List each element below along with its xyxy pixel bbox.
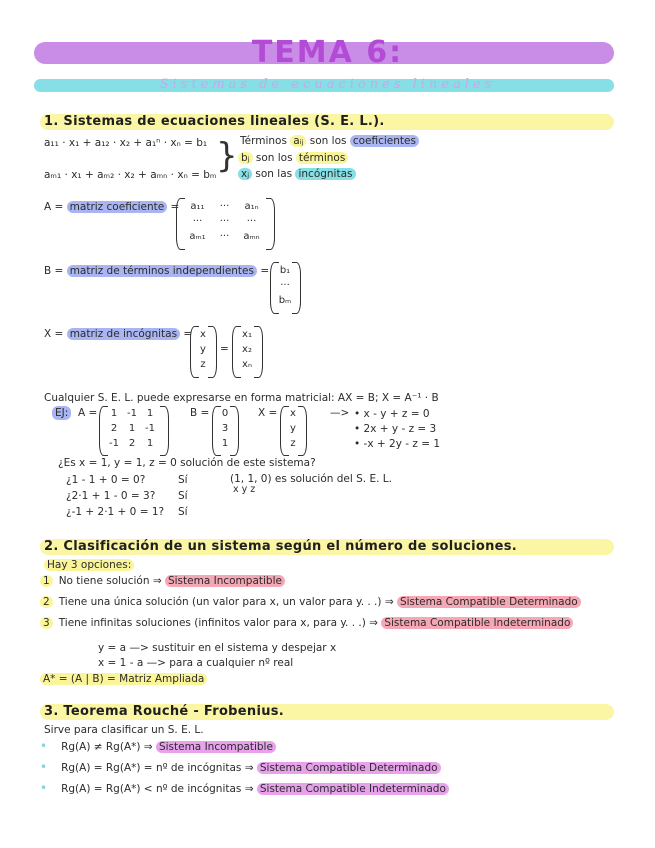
ej-matrix-x-cell: y xyxy=(290,423,296,434)
definition-text: Términos xyxy=(240,135,287,147)
matrix-a-right-paren xyxy=(266,198,275,250)
matrix-b-right-paren xyxy=(292,262,301,314)
option-text: No tiene solución ⇒ xyxy=(58,575,165,587)
equals-sign: = xyxy=(260,265,270,277)
note-y: y = a —> sustituir en el sistema y despejar x xyxy=(98,642,337,654)
check-expression: ¿1 - 1 + 0 = 0? xyxy=(66,474,146,486)
bullet-icon: • xyxy=(354,408,364,420)
matrix-x-indexed xyxy=(239,328,255,373)
matrix-x-indexed-cell: xₙ xyxy=(242,359,252,370)
note-x: x = 1 - a —> para a cualquier nº real xyxy=(98,657,294,669)
ej-matrix-x-cell: z xyxy=(290,438,296,449)
equals-sign: = xyxy=(183,328,193,340)
equation-2: aₘ₁ · x₁ + aₘ₂ · x₂ + aₘₙ · xₙ = bₘ xyxy=(44,169,217,181)
rule-item xyxy=(40,781,449,802)
matrix-a-definition xyxy=(44,200,179,214)
matrix-a-cell: ··· xyxy=(246,216,257,227)
ej-matrix-b-cell: 0 xyxy=(221,408,229,419)
matrix-x-cell: z xyxy=(200,359,206,370)
rule-result-highlight: Sistema Incompatible xyxy=(156,741,276,753)
matrix-x-indexed-cell: x₂ xyxy=(242,344,252,355)
option-number: 2 xyxy=(40,596,53,608)
rules-list xyxy=(40,739,449,802)
page-title: TEMA 6: xyxy=(251,35,404,70)
matrix-b-cell: b₁ xyxy=(279,265,291,276)
matrix-x xyxy=(196,328,210,373)
definition-unknowns xyxy=(238,167,356,181)
system-equation-text: x - y + z = 0 xyxy=(363,408,430,420)
bullet-icon: • xyxy=(354,438,364,450)
matrix-b-definition xyxy=(44,264,269,278)
option-result-highlight: Sistema Incompatible xyxy=(165,575,285,587)
ej-x-label: X = xyxy=(258,407,278,419)
section2-title: 2. Clasificación de un sistema según el número de soluciones. xyxy=(44,539,518,554)
ej-matrix-a-cell: 1 xyxy=(110,408,118,419)
system-equation xyxy=(354,407,440,422)
check-row xyxy=(66,488,188,504)
rule-text: Rg(A) ≠ Rg(A*) ⇒ xyxy=(61,741,156,753)
option-text: Tiene una única solución (un valor para x, un valor para y. . .) ⇒ xyxy=(58,596,397,608)
matrix-b-label: B = xyxy=(44,265,64,277)
bullet-icon: • xyxy=(354,423,364,435)
matrix-x-indexed-cell: x₁ xyxy=(242,329,252,340)
matrix-a-cell: aₘ₁ xyxy=(189,231,206,242)
ej-a-label: A = xyxy=(78,407,98,419)
ej-matrix-a-row xyxy=(105,407,161,422)
ej-matrix-x xyxy=(286,407,300,452)
term-aij: aᵢⱼ xyxy=(290,135,306,147)
matrix-b-cell: ··· xyxy=(280,280,290,291)
check-row xyxy=(66,504,188,520)
ej-matrix-a-cell: 1 xyxy=(128,423,136,434)
option-number: 1 xyxy=(40,575,53,587)
matriz-ampliada xyxy=(40,672,207,686)
arrow: —> xyxy=(330,407,350,419)
rule-text: Rg(A) = Rg(A*) < nº de incógnitas ⇒ xyxy=(61,783,257,795)
ej-matrix-b-cell: 1 xyxy=(221,438,229,449)
term-xj: xⱼ xyxy=(238,168,252,180)
matrix-x-definition xyxy=(44,327,192,341)
matriz-terminos-independientes-highlight: matriz de términos independientes xyxy=(67,265,257,277)
ampliada-highlight: A* = (A | B) = Matriz Ampliada xyxy=(40,673,207,685)
matrix-x2-right-paren xyxy=(254,326,263,378)
matrix-a-row xyxy=(184,200,266,215)
question: ¿Es x = 1, y = 1, z = 0 solución de este sistema? xyxy=(58,457,316,469)
matrix-a-cell: ··· xyxy=(192,216,203,227)
matrix-a-cell: ··· xyxy=(219,231,230,242)
matrix-a-row xyxy=(184,215,266,230)
system-equation-text: -x + 2y - z = 1 xyxy=(363,438,441,450)
page-subtitle: Sistemas de ecuaciones lineales xyxy=(159,77,496,92)
options-list xyxy=(40,574,581,637)
ej-matrix-a-cell: 1 xyxy=(146,438,154,449)
definition-terms xyxy=(238,151,348,165)
ej-matrix-a xyxy=(105,407,161,452)
matricial-form-text: Cualquier S. E. L. puede expresarse en forma matricial: AX = B; X = A⁻¹ · B xyxy=(44,392,439,404)
rule-result-highlight: Sistema Compatible Indeterminado xyxy=(257,783,449,795)
ej-matrix-a-cell: 2 xyxy=(110,423,118,434)
ej-matrix-a-cell: 1 xyxy=(146,408,154,419)
ej-matrix-a-cell: -1 xyxy=(127,408,137,419)
matrix-a-cell: a₁₁ xyxy=(190,201,205,212)
matrix-a-cell: aₘₙ xyxy=(243,231,260,242)
matrix-a-cell: a₁ₙ xyxy=(244,201,259,212)
ej-matrix-a-row xyxy=(105,437,161,452)
rule-item xyxy=(40,739,449,760)
rule-text: Rg(A) = Rg(A*) = nº de incógnitas ⇒ xyxy=(61,762,257,774)
matrix-b xyxy=(277,264,293,309)
equals-sign: = xyxy=(220,343,229,355)
system-equation xyxy=(354,422,440,437)
brace: } xyxy=(216,136,238,176)
section1-title: 1. Sistemas de ecuaciones lineales (S. E. L.). xyxy=(44,114,385,129)
matriz-incognitas-highlight: matriz de incógnitas xyxy=(67,328,180,340)
bullet-icon: • xyxy=(40,739,48,753)
checks-list xyxy=(66,472,188,520)
option-result-highlight: Sistema Compatible Indeterminado xyxy=(381,617,573,629)
ej-matrix-a-cell: -1 xyxy=(109,438,119,449)
ej-a-right-paren xyxy=(160,406,169,456)
term-bj: bⱼ xyxy=(238,152,253,164)
rule-result-highlight: Sistema Compatible Determinado xyxy=(257,762,441,774)
matrix-a-row xyxy=(184,230,266,245)
ej-matrix-a-cell: 2 xyxy=(128,438,136,449)
ej-label: EJ: xyxy=(52,406,71,420)
option-number: 3 xyxy=(40,617,53,629)
coeficientes-highlight: coeficientes xyxy=(350,135,419,147)
ej-matrix-b xyxy=(218,407,232,452)
ej-matrix-a-cell: -1 xyxy=(145,423,155,434)
system-equation-text: 2x + y - z = 3 xyxy=(363,423,437,435)
matrix-x-cell: y xyxy=(200,344,206,355)
option-text: Tiene infinitas soluciones (infinitos valor para x, para y. . .) ⇒ xyxy=(58,617,382,629)
ej-b-label: B = xyxy=(190,407,210,419)
check-expression: ¿-1 + 2·1 + 0 = 1? xyxy=(66,506,165,518)
ej-matrix-b-cell: 3 xyxy=(221,423,229,434)
bullet-icon: • xyxy=(40,760,48,774)
check-expression: ¿2·1 + 1 - 0 = 3? xyxy=(66,490,156,502)
matrix-x-label: X = xyxy=(44,328,64,340)
bullet-icon: • xyxy=(40,781,48,795)
check-answer: Sí xyxy=(178,474,188,486)
section3-title: 3. Teorema Rouché - Frobenius. xyxy=(44,704,285,719)
option-result-highlight: Sistema Compatible Determinado xyxy=(397,596,581,608)
check-answer: Sí xyxy=(178,506,188,518)
intro-highlight: Hay 3 opciones: xyxy=(44,559,134,571)
solution-statement: (1, 1, 0) es solución del S. E. L. xyxy=(230,473,392,485)
definition-text: son las xyxy=(255,168,293,180)
matrix-a-cell: ··· xyxy=(219,201,230,212)
incognitas-highlight: incógnitas xyxy=(295,168,355,180)
check-answer: Sí xyxy=(178,490,188,502)
solution-variables: x y z xyxy=(233,484,256,495)
definition-coefficients xyxy=(240,134,419,148)
equals-sign: = xyxy=(170,201,180,213)
matrix-a xyxy=(184,200,266,245)
matrix-x-cell: x xyxy=(200,329,206,340)
definition-text: son los xyxy=(309,135,347,147)
rule-item xyxy=(40,760,449,781)
section2-intro xyxy=(44,558,134,572)
definition-text: son los xyxy=(255,152,293,164)
matrix-a-cell: ··· xyxy=(219,216,230,227)
matriz-coeficiente-highlight: matriz coeficiente xyxy=(67,201,168,213)
matrix-b-cell: bₘ xyxy=(278,295,292,306)
matrix-a-label: A = xyxy=(44,201,64,213)
option-item xyxy=(40,595,581,616)
ej-matrix-a-row xyxy=(105,422,161,437)
check-row xyxy=(66,472,188,488)
equation-system xyxy=(354,407,440,452)
terminos-highlight: términos xyxy=(296,152,348,164)
system-equation xyxy=(354,437,440,452)
section3-intro: Sirve para clasificar un S. E. L. xyxy=(44,724,204,736)
equation-1: a₁₁ · x₁ + a₁₂ · x₂ + a₁ⁿ · xₙ = b₁ xyxy=(44,137,208,149)
ej-matrix-x-cell: x xyxy=(290,408,296,419)
option-item xyxy=(40,574,581,595)
option-item xyxy=(40,616,581,637)
